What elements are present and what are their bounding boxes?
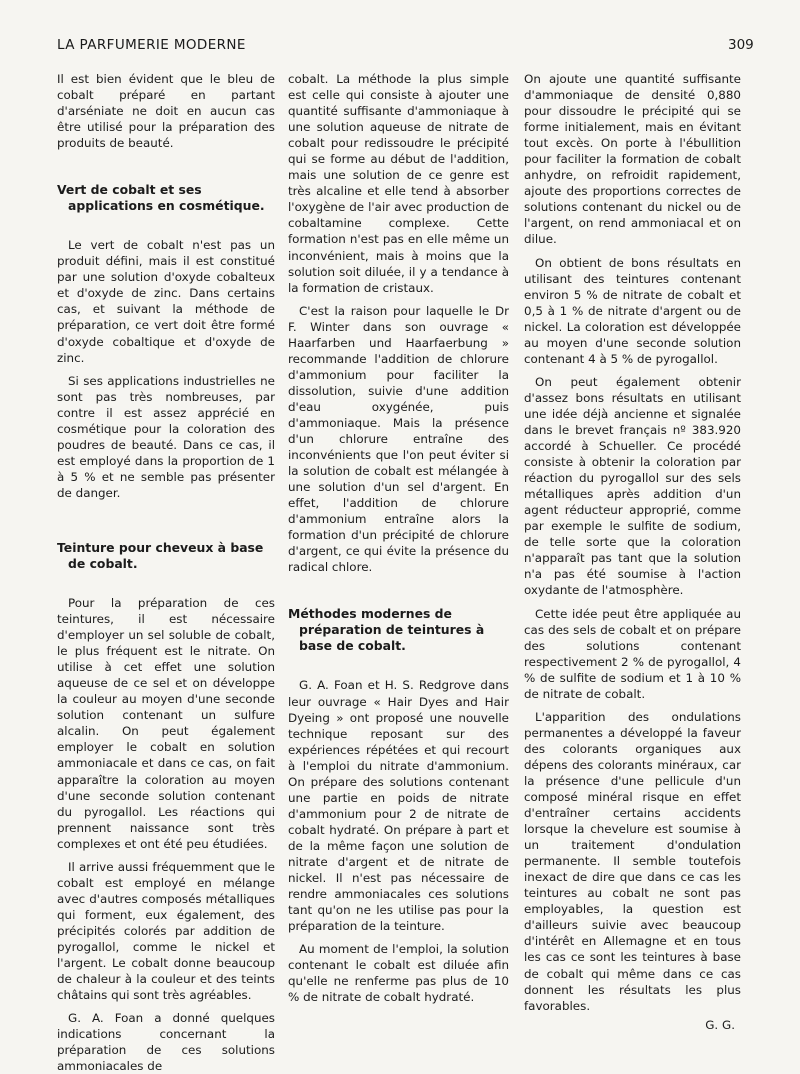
column-3 — [524, 71, 741, 1033]
col3-paragraph-3: On peut également obtenir d'assez bons résultats en utilisant une idée déjà ancienne et signalée dans le brevet français nº 383.920 accordé à Schueller. Ce procédé consiste à obtenir la coloration par réaction du pyrogallol sur des sels métalliques après addition d'un agent réducteur approprié, comme par exemple le sulfite de sodium, de telle sorte que la coloration n'apparaît pas tant que la solution n'a pas été soumise à l'action oxydante de l'atmosphère. — [524, 374, 741, 598]
col3-paragraph-1: On ajoute une quantité suffisante d'ammoniaque de densité 0,880 pour dissoudre le précipité qui se forme initialement, mais en évitant tout excès. On porte à l'ébullition pour faciliter la formation de cobalt anhydre, on refroidit rapidement, ajoute des proportions correctes de solutions contenant du nickel ou de l'argent, on rend ammoniacal et on dilue. — [524, 72, 741, 247]
col2-paragraph-3: G. A. Foan et H. S. Redgrove dans leur ouvrage « Hair Dyes and Hair Dyeing » ont proposé une nouvelle technique reposant sur des expériences répétées et qui recourt à l'emploi du nitrate d'ammonium. On prépare des solutions contenant une partie en poids de nitrate d'ammonium pour 2 de nitrate de cobalt hydraté. On prépare à part et de la même façon une solution de nitrate d'argent et de nitrate de nickel. Il n'est pas nécessaire de rendre ammoniacales ces solutions tant qu'on ne les utilise pas pour la préparation de la teinture. — [288, 678, 509, 934]
col1-paragraph-5: Il arrive aussi fréquemment que le cobalt est employé en mélange avec d'autres composés métalliques qui forment, eux également, des précipités colorés par addition de pyrogallol, comme le nickel et l'argent. Le cobalt donne beaucoup de chaleur à la couleur et des teints châtains qui sont très agréables. — [57, 859, 275, 1003]
column-1 — [57, 71, 275, 1074]
col1-paragraph-4: Pour la préparation de ces teintures, il est nécessaire d'employer un sel soluble de cobalt, le plus fréquent est le nitrate. On utilise à cet effet une solution aqueuse de ce sel et on développe la couleur au moyen d'une seconde solution contenant un sulfure alcalin. On peut également employer le cobalt en solution ammoniacale et dans ce cas, on fait apparaître la coloration au moyen d'une seconde solution contenant du pyrogallol. Les réactions qui prennent naissance sont très complexes et ont été peu étudiées. — [57, 595, 275, 851]
section-heading-methodes-modernes: Méthodes modernes de préparation de teintures à base de cobalt. — [288, 606, 485, 654]
col2-paragraph-2: C'est la raison pour laquelle le Dr F. Winter dans son ouvrage « Haarfarben und Haarfaerbung » recommande l'addition de chlorure d'ammonium pour faciliter la dissolution, suivie d'une addition d'eau oxygénée, puis d'ammoniaque. Mais la présence d'un chlorure entraîne des inconvénients que l'on peut éviter si la solution de cobalt est mélangée à une solution d'un sel d'argent. En effet, l'addition de chlorure d'ammonium entraîne alors la formation d'un précipité de chlorure d'argent, ce qui évite la présence du radical chlore. — [288, 303, 509, 575]
journal-title: LA PARFUMERIE MODERNE — [57, 37, 246, 53]
page-number: 309 — [728, 37, 754, 53]
col3-paragraph-4: Cette idée peut être appliquée au cas des sels de cobalt et on prépare des solutions contenant respectivement 2 % de pyrogallol, 4 % de sulfite de sodium et 1 à 10 % de nitrate de cobalt. — [524, 606, 741, 701]
col1-paragraph-1: Il est bien évident que le bleu de cobalt préparé en partant d'arséniate ne doit en aucun cas être utilisé pour la préparation des produits de beauté. — [57, 72, 275, 151]
col3-paragraph-5: L'apparition des ondulations permanentes a développé la faveur des colorants organiques aux dépens des colorants minéraux, car la présence d'une pellicule d'un composé minéral risque en effet d'entraîner certains accidents lorsque la chevelure est soumise à un traitement d'ondulation permanente. Il semble toutefois inexact de dire que dans ce cas les teintures au cobalt ne sont pas employables, la question est d'ailleurs suivie avec beaucoup d'intérêt en Allemagne et en tous les cas ce sont les teintures à base de cobalt qui même dans ce cas donnent les résultats les plus favorables. — [524, 709, 741, 1013]
section-heading-vert-de-cobalt: Vert de cobalt et ses applications en cosmétique. — [57, 182, 265, 214]
column-2 — [288, 71, 509, 1005]
col2-paragraph-1: cobalt. La méthode la plus simple est celle qui consiste à ajouter une quantité suffisante d'ammoniaque à une solution aqueuse de nitrate de cobalt pour redissoudre le précipité qui se forme au début de l'addition, mais une solution de ce genre est très alcaline et elle tend à absorber l'oxygène de l'air avec production de cobaltamine complexe. Cette formation n'est pas en elle même un inconvénient, mais à moins que la solution soit diluée, il y a tendance à la formation de cristaux. — [288, 72, 509, 295]
col3-paragraph-2: On obtient de bons résultats en utilisant des teintures contenant environ 5 % de nitrate de cobalt et 0,5 à 1 % de nitrate d'argent ou de nickel. La coloration est développée au moyen d'une seconde solution contenant 4 à 5 % de pyrogallol. — [524, 255, 741, 366]
author-signature: G. G. — [705, 1017, 735, 1032]
col1-paragraph-6: G. A. Foan a donné quelques indications concernant la préparation de ces solutions ammoniacales de — [57, 1011, 275, 1074]
col1-paragraph-2: Le vert de cobalt n'est pas un produit défini, mais il est constitué par une solution d'oxyde cobalteux et d'oxyde de zinc. Dans certains cas, et suivant la méthode de préparation, ce vert doit être formé d'oxyde cobaltique et d'oxyde de zinc. — [57, 238, 275, 365]
col2-paragraph-4: Au moment de l'emploi, la solution contenant le cobalt est diluée afin qu'elle ne renferme pas plus de 10 % de nitrate de cobalt hydraté. — [288, 942, 509, 1005]
col1-paragraph-3: Si ses applications industrielles ne sont pas très nombreuses, par contre il est assez apprécié en cosmétique pour la coloration des poudres de beauté. Dans ce cas, il est employé dans la proportion de 1 à 5 % et ne semble pas présenter de danger. — [57, 373, 275, 500]
section-heading-teinture-cheveux: Teinture pour cheveux à base de cobalt. — [57, 539, 264, 571]
